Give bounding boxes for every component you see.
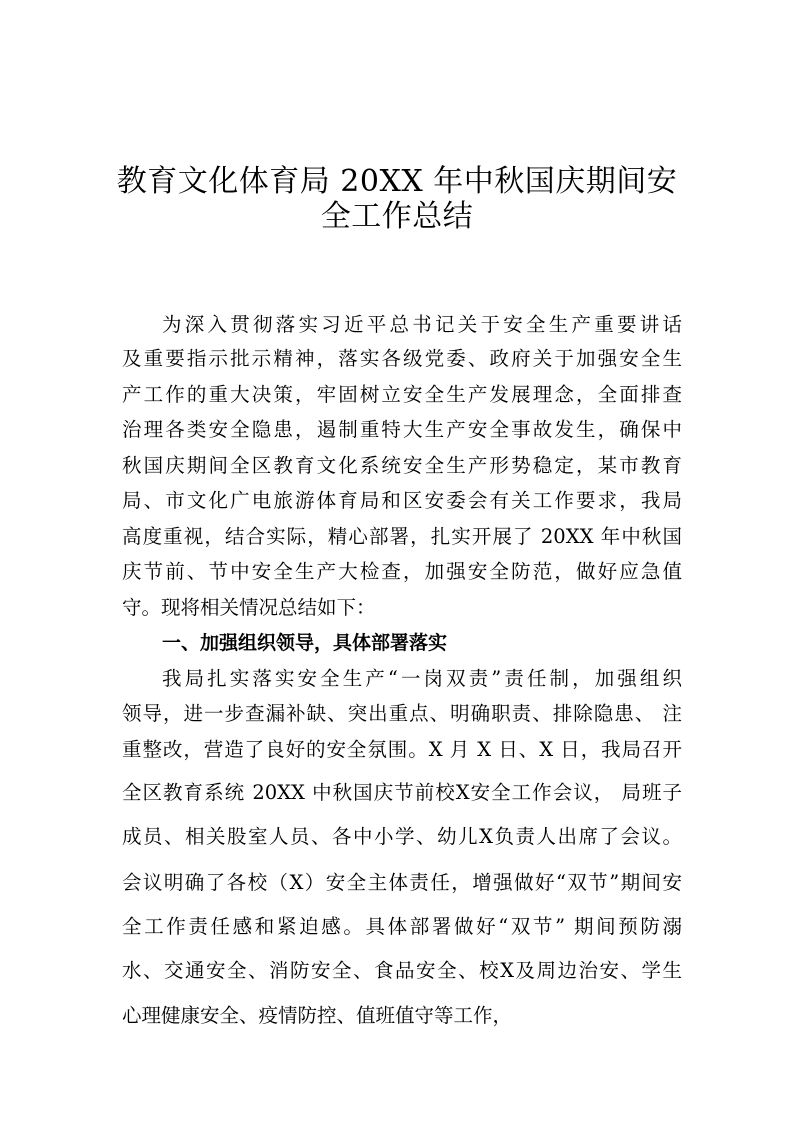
paragraph-1-line-8: 庆节前、节中安全生产大检查，加强安全防范，做好应急值 bbox=[122, 560, 682, 583]
paragraph-2-line-8: 水、交通安全、消防安全、食品安全、校X及周边治安、学生 bbox=[122, 959, 682, 982]
paragraph-2-line-1: 我局扎实落实安全生产“一岗双责”责任制，加强组织 bbox=[162, 667, 682, 690]
document-title-line-1: 教育文化体育局 20XX 年中秋国庆期间安 bbox=[116, 164, 678, 199]
paragraph-2-line-9: 心理健康安全、疫情防控、值班值守等工作， bbox=[122, 1004, 513, 1027]
paragraph-1-line-9: 守。现将相关情况总结如下： bbox=[122, 596, 376, 619]
paragraph-2-line-3: 重整改，营造了良好的安全氛围。X 月 X 日、X 日，我局召开 bbox=[122, 738, 682, 761]
paragraph-1-line-6: 局、市文化广电旅游体育局和区安委会有关工作要求，我局 bbox=[122, 489, 682, 512]
paragraph-2-line-6: 会议明确了各校（X）安全主体责任，增强做好“双节”期间安 bbox=[122, 871, 682, 894]
section-heading-1: 一、加强组织领导，具体部署落实 bbox=[162, 632, 448, 654]
paragraph-1-line-4: 治理各类安全隐患，遏制重特大生产安全事故发生，确保中 bbox=[122, 418, 682, 441]
paragraph-1-line-7: 高度重视，结合实际，精心部署，扎实开展了 20XX 年中秋国 bbox=[122, 525, 682, 548]
paragraph-1-line-1: 为深入贯彻落实习近平总书记关于安全生产重要讲话 bbox=[162, 313, 682, 336]
paragraph-1-line-5: 秋国庆期间全区教育文化系统安全生产形势稳定，某市教育 bbox=[122, 454, 682, 477]
paragraph-2-line-5: 成员、相关股室人员、各中小学、幼儿X负责人出席了会议。 bbox=[122, 825, 682, 848]
paragraph-2-line-4: 全区教育系统 20XX 中秋国庆节前校X安全工作会议， 局班子 bbox=[122, 781, 682, 804]
paragraph-1-line-3: 产工作的重大决策，牢固树立安全生产发展理念，全面排查 bbox=[122, 383, 682, 406]
document-title-line-2: 全工作总结 bbox=[320, 199, 474, 234]
paragraph-2-line-2: 领导，进一步查漏补缺、突出重点、明确职责、排除隐患、 注 bbox=[122, 702, 682, 725]
paragraph-1-line-2: 及重要指示批示精神，落实各级党委、政府关于加强安全生 bbox=[122, 347, 682, 370]
paragraph-2-line-7: 全工作责任感和紧迫感。具体部署做好“双节” 期间预防溺 bbox=[122, 915, 682, 938]
